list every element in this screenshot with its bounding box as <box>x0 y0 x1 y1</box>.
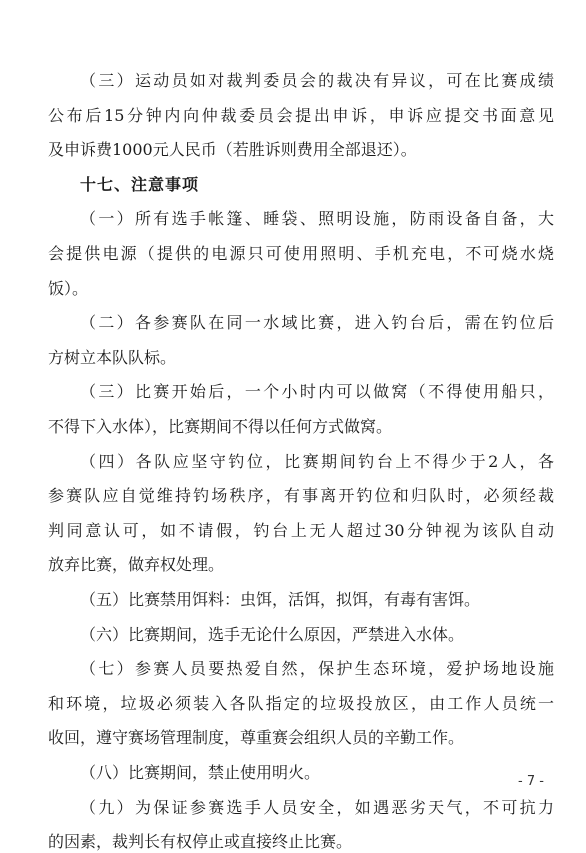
paragraph-line: 不得下入水体），比赛期间不得以任何方式做窝。 <box>48 417 393 436</box>
page-number: - 7 - <box>518 774 544 789</box>
paragraph-line: 参赛队应自觉维持钓场秩序，有事离开钓位和归队时，必须经裁 <box>48 486 554 505</box>
paragraph-line: 的因素，裁判长有权停止或直接终止比赛。 <box>48 832 353 851</box>
paragraph-line: 饭）。 <box>48 279 89 298</box>
paragraph-line: 收回，遵守赛场管理制度，尊重赛会组织人员的辛勤工作。 <box>48 728 465 747</box>
paragraph-line: （三）比赛开始后，一个小时内可以做窝（不得使用船只， <box>80 382 554 401</box>
paragraph-line: 放弃比赛，做弃权处理。 <box>48 555 225 574</box>
paragraph-line: 会提供电源（提供的电源只可使用照明、手机充电，不可烧水烧 <box>48 244 554 263</box>
paragraph-line: （四）各队应坚守钓位，比赛期间钓台上不得少于2人，各 <box>80 452 554 471</box>
section-heading: 十七、注意事项 <box>80 175 200 194</box>
paragraph-line: 和环境，垃圾必须装入各队指定的垃圾投放区，由工作人员统一 <box>48 694 554 713</box>
paragraph-line: 公布后15分钟内向仲裁委员会提出申诉，申诉应提交书面意见 <box>48 106 554 125</box>
paragraph-line: 判同意认可，如不请假，钓台上无人超过30分钟视为该队自动 <box>48 521 554 540</box>
paragraph-line: （九）为保证参赛选手人员安全，如遇恶劣天气，不可抗力 <box>80 798 554 817</box>
paragraph-line: （八）比赛期间，禁止使用明火。 <box>80 763 321 782</box>
paragraph-line: （七）参赛人员要热爱自然，保护生态环境，爱护场地设施 <box>80 659 554 678</box>
paragraph-line: （一）所有选手帐篷、睡袋、照明设施，防雨设备自备，大 <box>80 209 554 228</box>
paragraph-line: （二）各参赛队在同一水域比赛，进入钓台后，需在钓位后 <box>80 313 554 332</box>
paragraph-line: （三）运动员如对裁判委员会的裁决有异议，可在比赛成绩 <box>80 71 554 90</box>
paragraph-line: （五）比赛禁用饵料：虫饵，活饵，拟饵，有毒有害饵。 <box>80 590 481 609</box>
paragraph-line: 及申诉费1000元人民币（若胜诉则费用全部退还）。 <box>48 140 417 159</box>
paragraph-line: （六）比赛期间，选手无论什么原因，严禁进入水体。 <box>80 625 465 644</box>
paragraph-line: 方树立本队队标。 <box>48 348 177 367</box>
